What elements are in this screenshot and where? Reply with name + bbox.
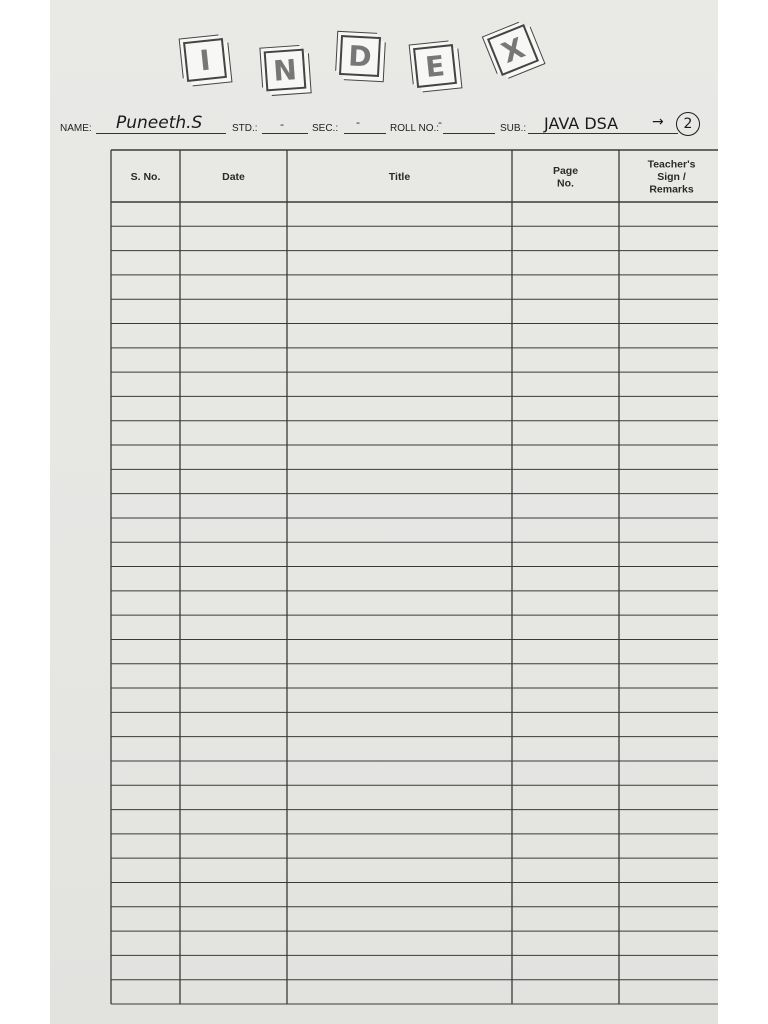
index-logo (175, 20, 555, 92)
subject-value: JAVA DSA (544, 114, 619, 133)
subject-circled-number: 2 (676, 112, 700, 136)
sec-value: - (356, 116, 360, 129)
logo-letter-n: N (264, 49, 307, 92)
std-label: STD.: (232, 123, 258, 134)
column-header: No. (557, 177, 574, 190)
subject-label: SUB.: (500, 123, 527, 134)
column-header: Sign / (657, 171, 686, 183)
name-value: Puneeth.S (116, 113, 203, 133)
roll-no-line (443, 133, 495, 134)
logo-letter-i: I (183, 38, 227, 82)
student-info-row (60, 104, 708, 138)
logo-letter-d: D (339, 35, 381, 77)
sec-line (344, 133, 386, 134)
column-header: Page (552, 164, 579, 177)
index-table (110, 148, 726, 1011)
std-value: - (280, 118, 284, 131)
column-header: Teacher's (647, 158, 696, 171)
name-label: NAME: (60, 123, 92, 134)
name-line (96, 133, 226, 134)
logo-letter-e: E (413, 44, 457, 88)
logo-letter-x: X (487, 24, 539, 76)
index-page (50, 0, 718, 1024)
sec-label: SEC.: (312, 123, 339, 134)
column-header: S. No. (130, 171, 161, 183)
column-header: Title (388, 171, 411, 183)
column-header: Remarks (649, 183, 694, 196)
column-header: Date (222, 171, 245, 183)
subject-arrow: → (652, 114, 664, 130)
subject-line (528, 133, 678, 134)
left-margin (0, 0, 50, 1024)
roll-no-label: ROLL NO.: (390, 123, 440, 134)
std-line (262, 133, 308, 134)
right-margin (718, 0, 768, 1024)
index-table-grid (110, 148, 726, 1006)
roll-no-value: - (438, 116, 442, 129)
